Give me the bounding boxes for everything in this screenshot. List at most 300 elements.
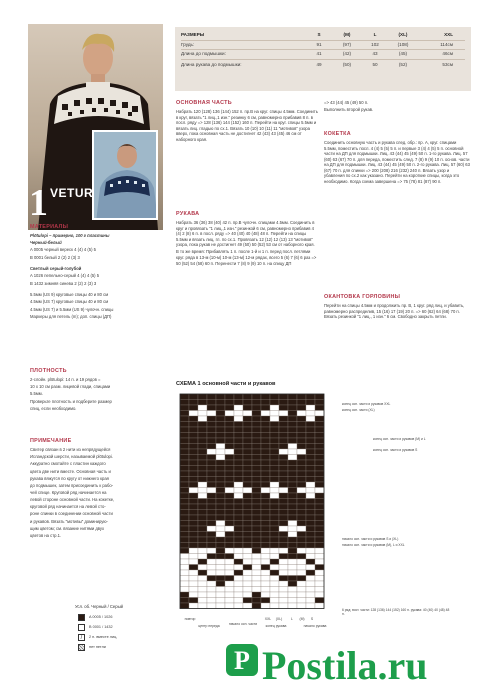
chart-cell — [189, 466, 198, 472]
chart-cell — [252, 554, 261, 560]
chart-cell — [306, 471, 315, 477]
chart-cell — [252, 515, 261, 521]
chart-cell — [198, 493, 207, 499]
chart-cell — [279, 482, 288, 488]
chart-cell — [252, 411, 261, 417]
chart-cell — [189, 444, 198, 450]
chart-cell — [261, 565, 270, 571]
chart-cell — [225, 581, 234, 587]
chart-cell — [297, 405, 306, 411]
chart-cell — [243, 427, 252, 433]
chart-cell — [315, 493, 324, 499]
chart-cell — [207, 554, 216, 560]
chart-cell — [315, 581, 324, 587]
chart-cell — [288, 466, 297, 472]
sleeve-section — [176, 211, 318, 268]
svg-text:P: P — [234, 646, 250, 675]
chart-cell — [234, 444, 243, 450]
chart-cell — [207, 411, 216, 417]
chart-cell — [252, 570, 261, 576]
chart-bottom-label: повтор — [184, 617, 196, 621]
chart-cell — [243, 537, 252, 543]
chart-cell — [270, 477, 279, 483]
chart-cell — [252, 537, 261, 543]
chart-cell — [234, 543, 243, 549]
chart-cell — [216, 559, 225, 565]
chart-cell — [315, 526, 324, 532]
chart-cell — [297, 493, 306, 499]
chart-cell — [288, 455, 297, 461]
materials-section — [30, 224, 160, 321]
chart-cell — [198, 405, 207, 411]
chart-cell — [234, 499, 243, 505]
chart-cell — [279, 449, 288, 455]
chart-annotation: 6 ряд: вост. части: 128 (136) 144 (152) 160 п. рукава: 40 (40) 40 (48) 48 п. — [342, 608, 450, 617]
chart-cell — [243, 455, 252, 461]
chart-cell — [216, 482, 225, 488]
chart-cell — [189, 543, 198, 549]
chart-cell — [261, 510, 270, 516]
chart-cell — [234, 581, 243, 587]
chart-cell — [288, 510, 297, 516]
table-row: Грудь: 91 (97) 102 (108) 114см — [181, 41, 465, 51]
body-text: Набрать 120 (128) 136 (144) 152 п. пр.В на круг. спицы 4.5мм. Соединить в круг, вязать "1 лиц.,1 изн." резинку 6 см, равномерно прибавив 8 п. в посл. ряду => 128 (136) 144 (152) 160 п. Перейти на круг. спицы 5.5мм и вязать лиц. гладью по сх.1. Вязать 10 (10) 10 (11) 11 "мотивов" узора вверх, пока основная часть не достигнет 42 (43) 43 (45) 46 см от наборного края. — [176, 109, 318, 142]
chart-cell — [180, 444, 189, 450]
chart-cell — [270, 488, 279, 494]
chart-cell — [297, 499, 306, 505]
chart-cell — [234, 559, 243, 565]
chart-cell — [207, 433, 216, 439]
chart-cell — [234, 548, 243, 554]
chart-cell — [315, 570, 324, 576]
chart-cell — [261, 493, 270, 499]
chart-cell — [180, 521, 189, 527]
chart-cell — [261, 438, 270, 444]
chart-cell — [234, 515, 243, 521]
chart-cell — [252, 493, 261, 499]
section-title: ОСНОВНАЯ ЧАСТЬ — [176, 100, 232, 106]
chart-cell — [189, 482, 198, 488]
chart-cell — [189, 433, 198, 439]
chart-cell — [279, 411, 288, 417]
chart-cell — [297, 532, 306, 538]
chart-cell — [207, 416, 216, 422]
chart-cell — [288, 482, 297, 488]
sleeve-text-2: В то же время: Прибавлять 1 п. после 1-й и 1 п. перед посл. петлями круг. ряда в 13-м (10-м) 10-м (13-м) 12-м рядах, всего 5 (6) 7 (6) 6 раз => 50 (52) 54 (58) 60 п. Перенести 7 (8) 9 (9) 10 п. на спицу ДП — [176, 249, 317, 266]
chart-cell — [198, 554, 207, 560]
chart-cell — [180, 427, 189, 433]
chart-cell — [315, 405, 324, 411]
legend-item: A 0005 / 1026 — [78, 614, 112, 621]
chart-cell — [315, 543, 324, 549]
chart-cell — [315, 422, 324, 428]
chart-cell — [252, 504, 261, 510]
chart-bottom-label: (XL) — [275, 617, 283, 621]
chart-cell — [207, 526, 216, 532]
yoke-section — [324, 131, 470, 186]
chart-cell — [306, 603, 315, 609]
chart-cell — [252, 471, 261, 477]
chart-cell — [270, 499, 279, 505]
chart-cell — [315, 482, 324, 488]
chart-cell — [180, 411, 189, 417]
chart-cell — [297, 433, 306, 439]
chart-cell — [216, 422, 225, 428]
chart-cell — [198, 521, 207, 527]
chart-cell — [198, 400, 207, 406]
chart-bottom-label: начало осн. части — [228, 622, 258, 626]
chart-cell — [234, 598, 243, 604]
chart-cell — [225, 548, 234, 554]
chart-cell — [180, 526, 189, 532]
chart-bottom-label: L — [291, 617, 293, 621]
chart-cell — [234, 576, 243, 582]
chart-cell — [207, 460, 216, 466]
chart-cell — [198, 515, 207, 521]
chart-cell — [270, 504, 279, 510]
chart-cell — [189, 416, 198, 422]
chart-cell — [315, 394, 324, 400]
chart-cell — [216, 570, 225, 576]
chart-cell — [180, 433, 189, 439]
chart-cell — [261, 559, 270, 565]
chart-cell — [207, 537, 216, 543]
chart-cell — [225, 515, 234, 521]
chart-cell — [297, 526, 306, 532]
chart-cell — [306, 504, 315, 510]
chart-cell — [216, 433, 225, 439]
chart-cell — [270, 554, 279, 560]
chart-cell — [315, 576, 324, 582]
chart-cell — [315, 433, 324, 439]
chart-cell — [288, 548, 297, 554]
chart-cell — [225, 521, 234, 527]
chart-cell — [279, 554, 288, 560]
chart-cell — [297, 587, 306, 593]
chart-cell — [315, 565, 324, 571]
chart-cell — [261, 554, 270, 560]
chart-cell — [270, 537, 279, 543]
chart-cell — [207, 598, 216, 604]
chart-cell — [252, 400, 261, 406]
chart-cell — [306, 405, 315, 411]
chart-cell — [297, 488, 306, 494]
chart-cell — [189, 515, 198, 521]
chart-cell — [207, 422, 216, 428]
chart-cell — [288, 515, 297, 521]
size-table-header: РАЗМЕРЫ S (M) L (XL) XXL — [181, 31, 465, 41]
section-title: ПРИМЕЧАНИЕ — [30, 438, 72, 444]
chart-cell — [198, 411, 207, 417]
chart-cell — [207, 592, 216, 598]
chart-cell — [261, 405, 270, 411]
chart-cell — [225, 576, 234, 582]
chart-cell — [288, 438, 297, 444]
chart-cell — [261, 427, 270, 433]
chart-cell — [243, 565, 252, 571]
chart-cell — [252, 592, 261, 598]
chart-cell — [261, 455, 270, 461]
chart-cell — [270, 482, 279, 488]
chart-cell — [288, 444, 297, 450]
chart-cell — [216, 444, 225, 450]
chart-cell — [252, 433, 261, 439]
chart-cell — [297, 416, 306, 422]
chart-cell — [279, 510, 288, 516]
chart-cell — [216, 400, 225, 406]
chart-cell — [261, 477, 270, 483]
chart-cell — [297, 400, 306, 406]
chart-cell — [207, 466, 216, 472]
chart-cell — [198, 581, 207, 587]
chart-cell — [288, 565, 297, 571]
chart-cell — [198, 548, 207, 554]
chart-cell — [180, 499, 189, 505]
chart-cell — [198, 537, 207, 543]
chart-cell — [243, 394, 252, 400]
chart-cell — [225, 482, 234, 488]
sleeve-text: Набрать 36 (36) 38 (40) 42 п. пр.В чулочн. спицами 4.5мм. Соединить в круг и провязать "1 лиц.,1 изн." резинкой 6 см, равномерно прибавив 4 (4) 2 (8) 6 п. в посл. ряду => 40 (40) 40 (48) 48 п. Перейти на спицы 5.5мм и вязать лиц. гл. по сх.1. Провязать 12 (12) 12 (13) 13 "мотивов" узора, пока рукав не достигнет 49 (50) 50 (52) 53 см от наборного края. — [176, 220, 315, 248]
chart-cell — [225, 537, 234, 543]
chart-cell — [189, 537, 198, 543]
chart-cell — [225, 598, 234, 604]
chart-cell — [198, 488, 207, 494]
chart-cell — [207, 570, 216, 576]
chart-cell — [234, 400, 243, 406]
chart-cell — [306, 598, 315, 604]
chart-cell — [261, 433, 270, 439]
chart-cell — [207, 581, 216, 587]
chart-cell — [234, 438, 243, 444]
postila-logo-icon — [224, 642, 260, 678]
chart-cell — [252, 466, 261, 472]
chart-cell — [306, 400, 315, 406]
chart-cell — [225, 488, 234, 494]
chart-cell — [216, 548, 225, 554]
chart-cell — [189, 570, 198, 576]
chart-cell — [261, 504, 270, 510]
chart-cell — [180, 504, 189, 510]
chart-cell — [225, 504, 234, 510]
chart-cell — [189, 427, 198, 433]
chart-cell — [270, 581, 279, 587]
chart-cell — [180, 576, 189, 582]
chart-cell — [189, 477, 198, 483]
chart-cell — [198, 592, 207, 598]
chart-cell — [216, 515, 225, 521]
chart-cell — [189, 521, 198, 527]
chart-cell — [198, 471, 207, 477]
chart-cell — [306, 581, 315, 587]
chart-cell — [288, 493, 297, 499]
chart-annotation: конец осн. части и рукавов XXL — [342, 402, 391, 406]
chart-cell — [261, 521, 270, 527]
chart-cell — [270, 466, 279, 472]
chart-cell — [279, 400, 288, 406]
chart-cell — [189, 400, 198, 406]
chart-cell — [315, 554, 324, 560]
chart-cell — [279, 581, 288, 587]
chart-cell — [189, 394, 198, 400]
chart-cell — [225, 570, 234, 576]
chart-cell — [216, 405, 225, 411]
chart-cell — [261, 587, 270, 593]
chart-cell — [225, 554, 234, 560]
swatch-decrease: / — [78, 634, 85, 641]
chart-cell — [270, 394, 279, 400]
chart-cell — [180, 466, 189, 472]
chart-cell — [306, 565, 315, 571]
chart-cell — [270, 532, 279, 538]
chart-cell — [279, 570, 288, 576]
chart-cell — [243, 598, 252, 604]
chart-cell — [288, 394, 297, 400]
neck-text: Перейти на спицы 4.5мм и продолжить пр. В, 1 круг. ряд лиц, и убавить, равномерно распределив, 15 (16) 17 (19) 20 п. => 60 (62) 64 (68) 70 п. Вязать резинкой "1 лиц., 1 изн." 6 см. Свободно закрыть петли. — [324, 303, 465, 320]
pattern-name: VETUR — [50, 186, 94, 200]
legend-item: B 0001 / 1432 — [78, 624, 113, 631]
chart-cell — [216, 488, 225, 494]
chart-cell — [234, 603, 243, 609]
chart-cell — [252, 499, 261, 505]
chart-cell — [270, 543, 279, 549]
chart-cell — [207, 493, 216, 499]
chart-cell — [243, 460, 252, 466]
chart-cell — [225, 559, 234, 565]
note-section: ПРИМЕЧАНИЕ Свитер связан в 2 нити из непрядущейся Исландской шерсти, называемой plötulopi. Аккуратно смотайте с пластин каждого цвета две нити вместе. Основная часть и рукава вяжутся по кругу от нижнего края до подмышек, затем присоединить к рабо- чей спице. Круговой ряд начинается на левой стороне основной части. На кокетке, круговой ряд начинается на левой сто- роне спинки в соединении основной части и рукавов. Вязать "мотивы" доминирую- щим цветом; см. вязание нитями двух цветов на стр.1. — [30, 438, 160, 540]
chart-cell — [198, 449, 207, 455]
chart-cell — [297, 460, 306, 466]
chart-cell — [189, 411, 198, 417]
chart-cell — [315, 532, 324, 538]
chart-cell — [288, 526, 297, 532]
chart-cell — [288, 521, 297, 527]
chart-cell — [243, 405, 252, 411]
chart-cell — [189, 488, 198, 494]
chart-cell — [297, 548, 306, 554]
chart-cell — [252, 532, 261, 538]
chart-cell — [180, 603, 189, 609]
chart-cell — [279, 592, 288, 598]
chart-cell — [234, 488, 243, 494]
chart-cell — [243, 521, 252, 527]
chart-cell — [189, 438, 198, 444]
chart-cell — [216, 394, 225, 400]
chart-cell — [252, 482, 261, 488]
chart-cell — [297, 471, 306, 477]
chart-cell — [261, 592, 270, 598]
chart-cell — [243, 444, 252, 450]
chart-cell — [261, 411, 270, 417]
chart-cell — [297, 537, 306, 543]
chart-cell — [180, 482, 189, 488]
chart-cell — [180, 598, 189, 604]
chart-cell — [180, 438, 189, 444]
chart-cell — [234, 526, 243, 532]
chart-cell — [297, 559, 306, 565]
materials-list: Plötulopi – примерно, 100 г пластины Черный-белый A 0005 черный вереск 4 (4) 4 (5) 5 B 0001 белый 2 (2) 2 (3) 3 Светлый серый-голубой A 1026 пепельно-серый 4 (4) 4 (5) 5 B 1432 зимняя синева 2 (2) 2 (3) 3 5.5мм (US 9) круговые спицы 40 и 80 см 4.5мм (US 7) круговые спицы 40 и 80 см 4.5мм (US 7) и 5.5мм (US 9) чулочн. спицы Маркеры для петель (m); доп. спицы (ДП) — [30, 233, 114, 319]
chart-cell — [252, 405, 261, 411]
chart-cell — [243, 554, 252, 560]
chart-cell — [243, 471, 252, 477]
chart-cell — [216, 554, 225, 560]
chart-cell — [207, 510, 216, 516]
chart-cell — [306, 526, 315, 532]
chart-cell — [261, 515, 270, 521]
chart-cell — [216, 466, 225, 472]
chart-cell — [198, 482, 207, 488]
chart-cell — [234, 394, 243, 400]
chart-cell — [306, 570, 315, 576]
chart-bottom-label: начало рукава — [303, 624, 327, 628]
chart-cell — [198, 587, 207, 593]
chart-cell — [306, 394, 315, 400]
chart-cell — [279, 598, 288, 604]
chart-cell — [189, 587, 198, 593]
chart-cell — [315, 411, 324, 417]
chart-cell — [288, 581, 297, 587]
chart-cell — [261, 526, 270, 532]
right-top-section: => 43 (44) 45 (49) 50 п. Выполнить второй рукав. — [324, 100, 374, 113]
chart-cell — [270, 449, 279, 455]
chart-cell — [234, 570, 243, 576]
chart-cell — [315, 521, 324, 527]
chart-cell — [207, 603, 216, 609]
chart-cell — [189, 526, 198, 532]
chart-cell — [180, 510, 189, 516]
chart-cell — [225, 416, 234, 422]
chart-cell — [261, 488, 270, 494]
chart-cell — [207, 455, 216, 461]
chart-cell — [279, 526, 288, 532]
chart-cell — [270, 565, 279, 571]
chart-cell — [270, 515, 279, 521]
chart-cell — [198, 466, 207, 472]
chart-cell — [234, 493, 243, 499]
chart-cell — [225, 587, 234, 593]
chart-cell — [189, 471, 198, 477]
chart-cell — [198, 394, 207, 400]
chart-cell — [297, 515, 306, 521]
chart-cell — [234, 477, 243, 483]
chart-cell — [180, 493, 189, 499]
chart-cell — [279, 394, 288, 400]
chart-cell — [288, 504, 297, 510]
chart-cell — [279, 438, 288, 444]
second-photo — [92, 130, 158, 220]
chart-cell — [225, 603, 234, 609]
chart-cell — [270, 422, 279, 428]
chart-cell — [198, 444, 207, 450]
chart-cell — [252, 521, 261, 527]
chart-cell — [243, 416, 252, 422]
chart-cell — [315, 603, 324, 609]
chart-cell — [315, 488, 324, 494]
chart-cell — [315, 427, 324, 433]
chart-cell — [288, 532, 297, 538]
chart-cell — [270, 559, 279, 565]
chart-cell — [270, 471, 279, 477]
chart-cell — [261, 422, 270, 428]
chart-cell — [207, 559, 216, 565]
chart-cell — [279, 433, 288, 439]
chart-cell — [261, 471, 270, 477]
chart-cell — [189, 548, 198, 554]
chart-cell — [207, 515, 216, 521]
chart-cell — [198, 559, 207, 565]
chart-cell — [252, 581, 261, 587]
chart-cell — [288, 576, 297, 582]
chart-cell — [243, 548, 252, 554]
